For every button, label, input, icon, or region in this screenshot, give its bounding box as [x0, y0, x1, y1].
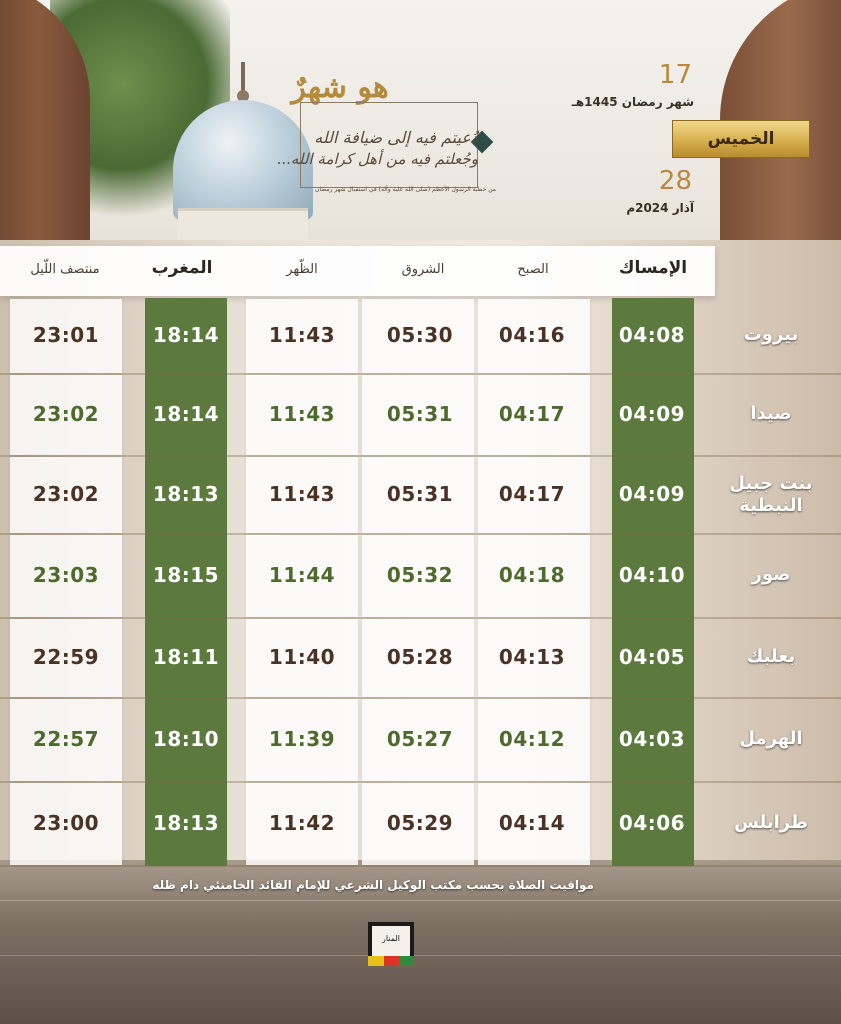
header-fajr: الصبح	[517, 262, 549, 277]
fajr-time: 04:17	[498, 482, 566, 506]
header-maghrib: المغرب	[151, 258, 213, 278]
fajr-time: 04:14	[498, 811, 566, 835]
maghrib-time: 18:14	[152, 402, 220, 426]
row-divider	[0, 865, 841, 867]
maghrib-time: 18:10	[152, 727, 220, 751]
imsak-time: 04:06	[618, 811, 686, 835]
shuruq-time: 05:32	[386, 563, 454, 587]
dhuhr-time: 11:43	[268, 482, 336, 506]
midnight-time: 22:57	[32, 727, 100, 751]
header-dhuhr: الظّهر	[286, 262, 318, 277]
dhuhr-time: 11:43	[268, 402, 336, 426]
shuruq-time: 05:29	[386, 811, 454, 835]
footnote: مواقيت الصلاة بحسب مكتب الوكيل الشرعي للإمام القائد الخامنئي دام ظله	[152, 878, 594, 892]
dhuhr-time: 11:40	[268, 645, 336, 669]
header-shuruq: الشروق	[401, 262, 445, 277]
dhuhr-time: 11:43	[268, 323, 336, 347]
floor-line	[0, 900, 841, 901]
maghrib-time: 18:11	[152, 645, 220, 669]
shuruq-time: 05:27	[386, 727, 454, 751]
fajr-time: 04:16	[498, 323, 566, 347]
header-midnight: منتصف اللّيل	[30, 262, 100, 277]
maghrib-time: 18:15	[152, 563, 220, 587]
fajr-time: 04:12	[498, 727, 566, 751]
imsak-time: 04:08	[618, 323, 686, 347]
dhuhr-time: 11:44	[268, 563, 336, 587]
hijri-day: 17	[658, 60, 692, 90]
midnight-time: 23:00	[32, 811, 100, 835]
city-name: بنت جبيل النبطية	[729, 473, 813, 516]
city-name: صور	[751, 564, 791, 585]
floor-line	[0, 955, 841, 956]
logo-text: المنار	[382, 934, 400, 943]
fajr-time: 04:13	[498, 645, 566, 669]
midnight-time: 23:03	[32, 563, 100, 587]
midnight-time: 23:02	[32, 402, 100, 426]
imsak-time: 04:05	[618, 645, 686, 669]
city-name: الهرمل	[739, 728, 803, 749]
header-imsak: الإمساك	[618, 258, 688, 278]
gregorian-month: آذار 2024م	[626, 201, 694, 215]
city-name: صيدا	[750, 403, 792, 424]
city-name: بعلبك	[746, 646, 796, 667]
calligraphy-title: هو شهرٌ	[291, 70, 389, 105]
weekday-badge: الخميس	[672, 120, 810, 158]
fajr-time: 04:17	[498, 402, 566, 426]
midnight-time: 23:02	[32, 482, 100, 506]
hijri-month: شهر رمضان 1445هـ	[571, 95, 694, 109]
shuruq-time: 05:30	[386, 323, 454, 347]
city-name: بيروت	[743, 324, 799, 345]
dhuhr-time: 11:39	[268, 727, 336, 751]
maghrib-time: 18:13	[152, 482, 220, 506]
fajr-time: 04:18	[498, 563, 566, 587]
quote-line-1: دُعيتم فيه إلى ضيافة الله	[314, 128, 478, 147]
channel-logo	[368, 922, 414, 966]
imsak-time: 04:09	[618, 402, 686, 426]
shuruq-time: 05:31	[386, 402, 454, 426]
quote-source: من خطبة الرسول الأعظم (صلى الله عليه وآله) في استقبال شهر رمضان	[314, 186, 496, 193]
quote-line-2: وجُعلتم فيه من أهل كرامة الله...	[276, 150, 478, 168]
imsak-time: 04:03	[618, 727, 686, 751]
shuruq-time: 05:28	[386, 645, 454, 669]
imsak-time: 04:09	[618, 482, 686, 506]
shuruq-time: 05:31	[386, 482, 454, 506]
city-name: طرابلس	[734, 812, 808, 833]
imsak-time: 04:10	[618, 563, 686, 587]
maghrib-time: 18:13	[152, 811, 220, 835]
gregorian-day: 28	[658, 166, 692, 196]
dhuhr-time: 11:42	[268, 811, 336, 835]
maghrib-time: 18:14	[152, 323, 220, 347]
midnight-time: 22:59	[32, 645, 100, 669]
midnight-time: 23:01	[32, 323, 100, 347]
